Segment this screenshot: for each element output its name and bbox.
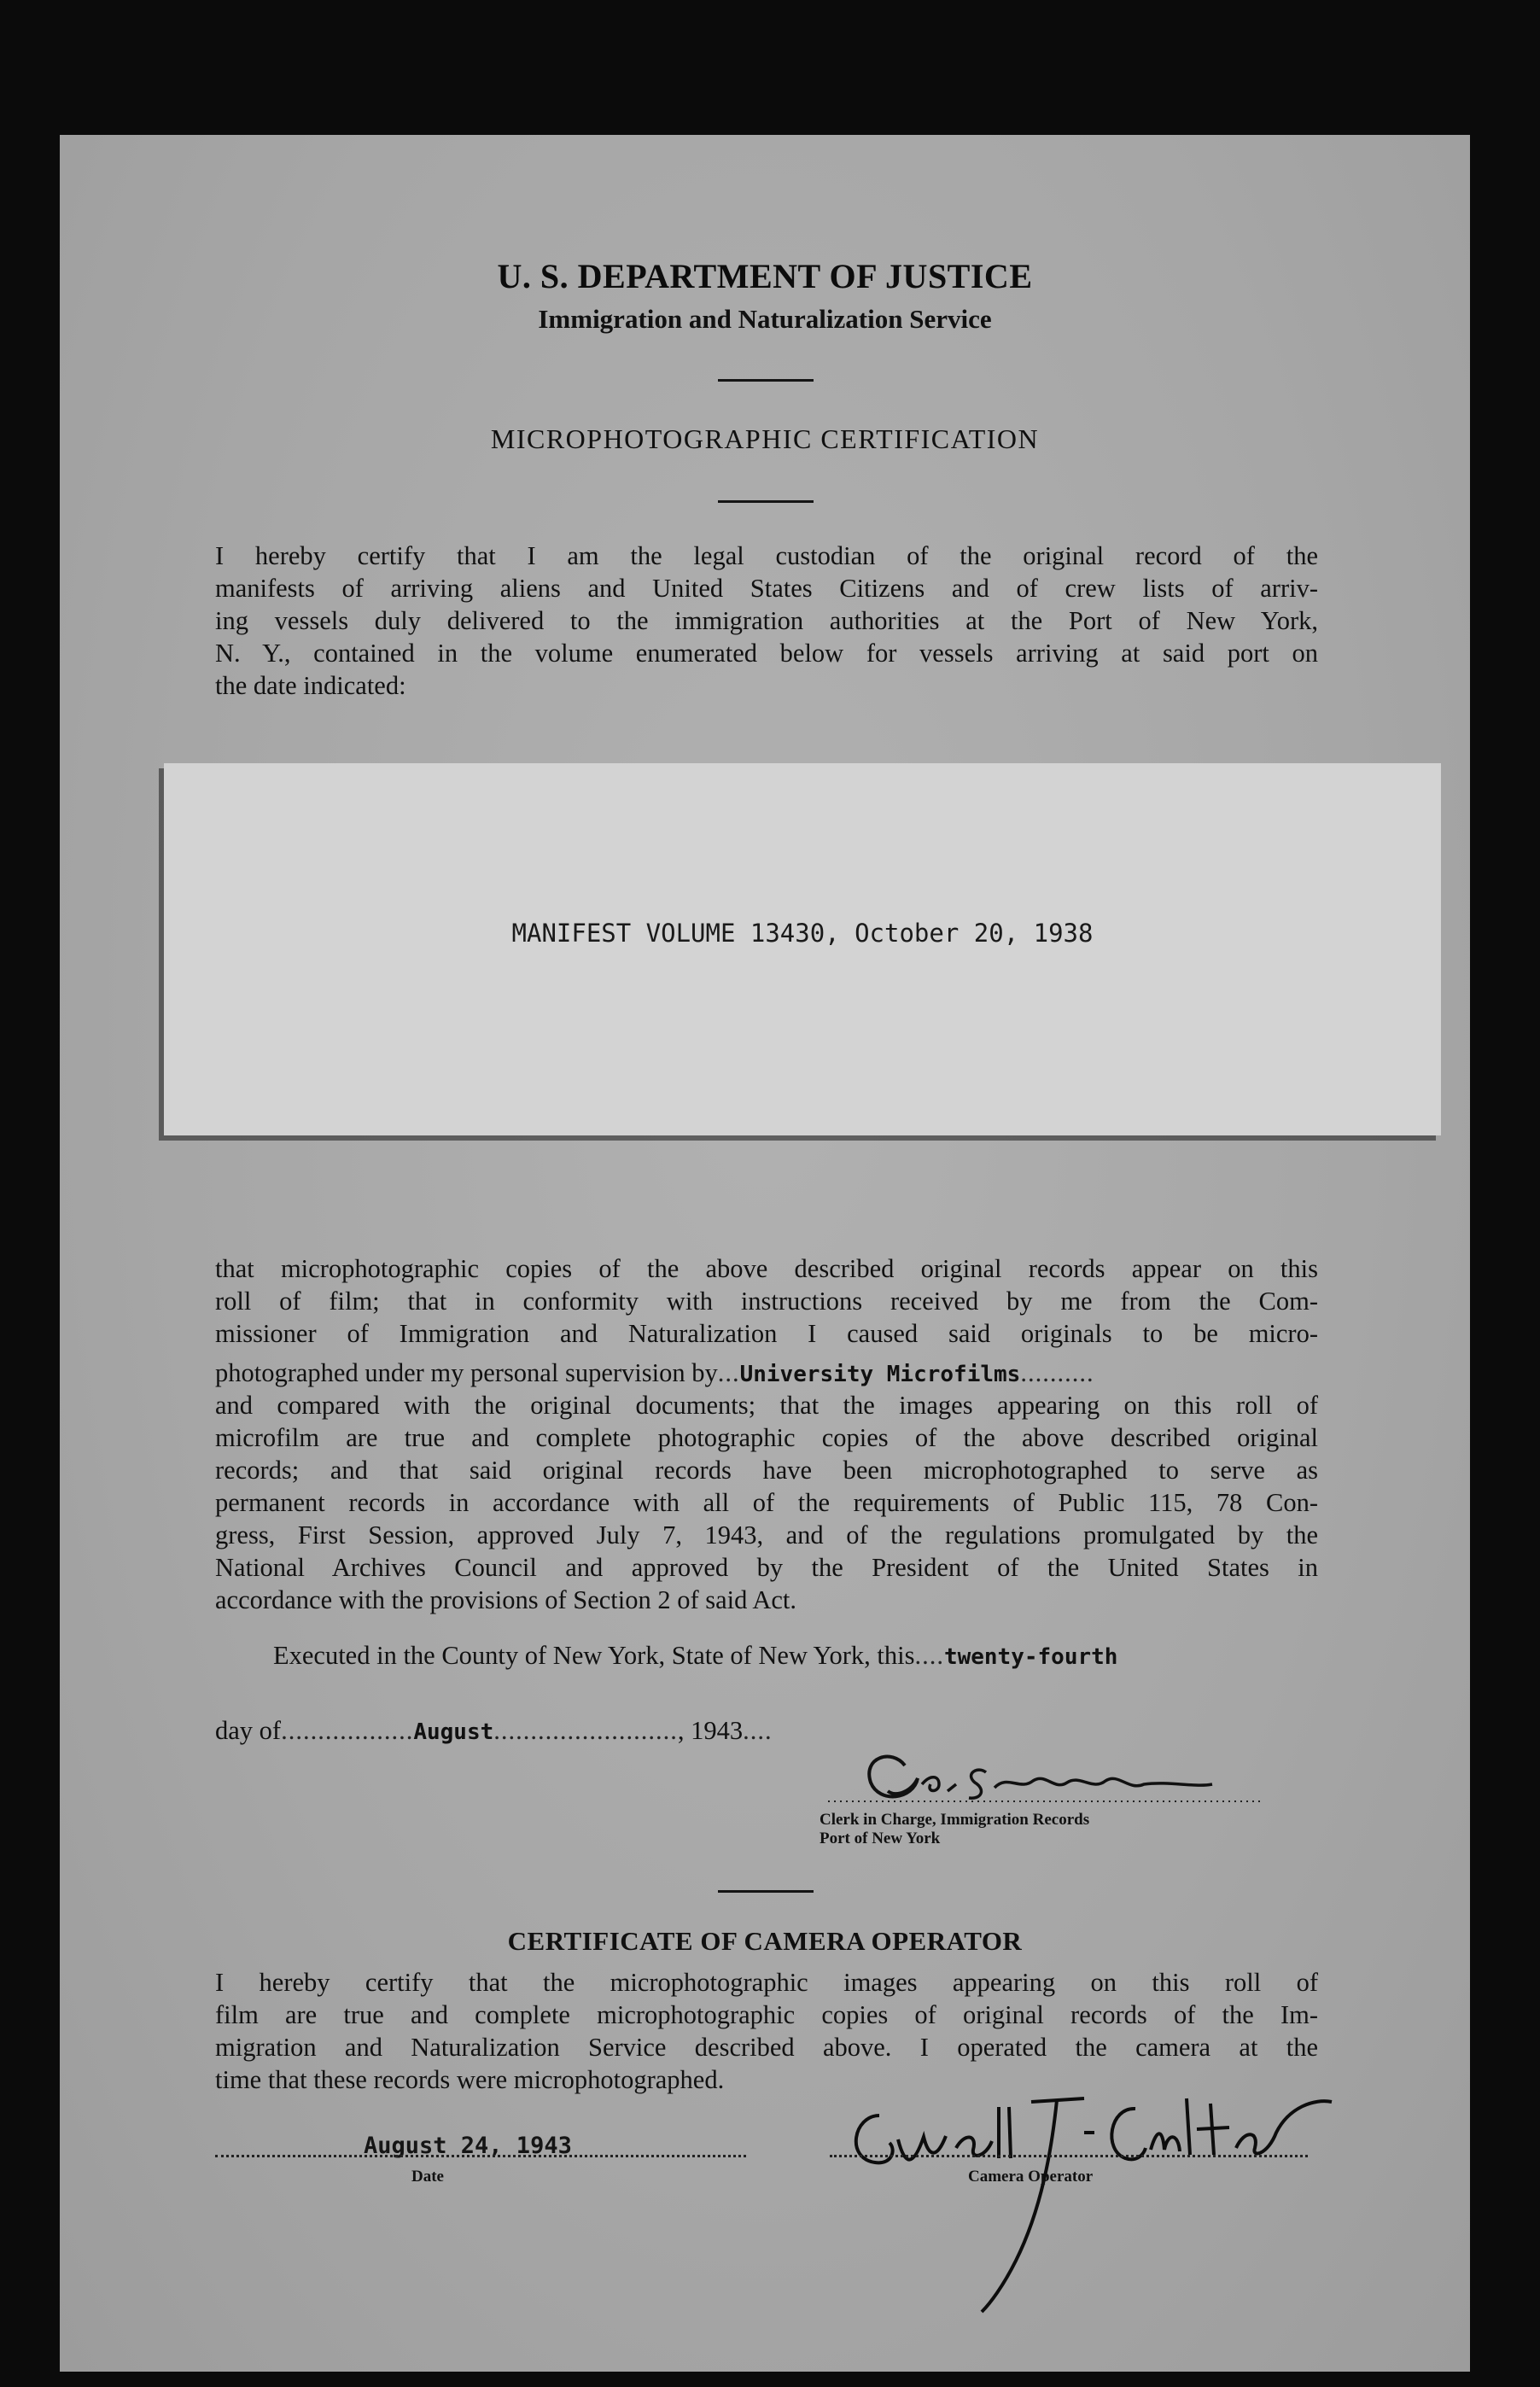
executed-day: twenty-fourth — [943, 1644, 1118, 1670]
supervision-line: photographed under my personal supervision by...University Microfilms.......... — [215, 1358, 1094, 1387]
day-of-line: day of..................August........................., 1943.... — [215, 1716, 773, 1745]
body-line-2: roll of film; that in conformity with instructions received by me from the Com- — [215, 1287, 1318, 1316]
service-subheading: Immigration and Naturalization Service — [538, 304, 992, 334]
continued-line-2: microfilm are true and complete photographic copies of the above described original — [215, 1423, 1318, 1452]
camera-line-3: migration and Naturalization Service described above. I operated the camera at the — [215, 2033, 1318, 2062]
certificate-page — [60, 135, 1470, 2372]
executed-prefix: Executed in the County of New York, State of New York, this — [273, 1641, 915, 1670]
body-line-1: that microphotographic copies of the above described original records appear on this — [215, 1254, 1318, 1283]
intro-line-1: I hereby certify that I am the legal custodian of the original record of the — [215, 541, 1318, 570]
operator-underline — [830, 2155, 1308, 2157]
operator-date-value: August 24, 1943 — [364, 2133, 572, 2159]
body-line-3: missioner of Immigration and Naturalization I caused said originals to be micro- — [215, 1319, 1318, 1348]
year-value: , 1943 — [677, 1716, 744, 1745]
continued-line-5: gress, First Session, approved July 7, 1943, and of the regulations promulgated by the — [215, 1520, 1318, 1550]
clerk-title-line-1: Clerk in Charge, Immigration Records — [820, 1811, 1090, 1829]
camera-certificate-title: CERTIFICATE OF CAMERA OPERATOR — [507, 1926, 1023, 1956]
title-divider — [718, 500, 814, 503]
day-of-label: day of — [215, 1716, 282, 1745]
camera-line-2: film are true and complete microphotographic copies of original records of the Im- — [215, 2000, 1318, 2029]
month-value: August — [413, 1719, 494, 1745]
executed-line: Executed in the County of New York, State of New York, this....twenty-fourth — [273, 1641, 1118, 1670]
section-divider — [718, 1890, 814, 1893]
camera-line-4: time that these records were microphotographed. — [215, 2065, 725, 2094]
microfilm-company: University Microfilms — [739, 1362, 1021, 1387]
intro-line-5: the date indicated: — [215, 671, 406, 700]
continued-line-4: permanent records in accordance with all of the requirements of Public 115, 78 Con- — [215, 1488, 1318, 1517]
manifest-volume-strip — [164, 763, 1441, 1135]
intro-line-4: N. Y., contained in the volume enumerated below for vessels arriving at said port on — [215, 639, 1318, 668]
header-divider — [718, 379, 814, 382]
continued-line-3: records; and that said original records have been microphotographed to serve as — [215, 1456, 1318, 1485]
certification-title: MICROPHOTOGRAPHIC CERTIFICATION — [490, 423, 1040, 454]
intro-line-3: ing vessels duly delivered to the immigration authorities at the Port of New York, — [215, 606, 1318, 635]
continued-line-1: and compared with the original documents; that the images appearing on this roll of — [215, 1391, 1318, 1420]
continued-line-7: accordance with the provisions of Section 2 of said Act. — [215, 1585, 796, 1614]
department-heading: U. S. DEPARTMENT OF JUSTICE — [497, 257, 1033, 295]
camera-operator-label: Camera Operator — [968, 2168, 1094, 2186]
supervision-prefix: photographed under my personal supervision by — [215, 1358, 718, 1387]
date-underline — [215, 2155, 746, 2157]
manifest-volume-text: MANIFEST VOLUME 13430, October 20, 1938 — [511, 919, 1094, 948]
date-label: Date — [411, 2168, 444, 2186]
clerk-title-line-2: Port of New York — [820, 1830, 941, 1847]
continued-line-6: National Archives Council and approved by the President of the United States in — [215, 1553, 1318, 1582]
camera-line-1: I hereby certify that the microphotographic images appearing on this roll of — [215, 1968, 1318, 1997]
intro-line-2: manifests of arriving aliens and United States Citizens and of crew lists of arriv- — [215, 574, 1318, 603]
